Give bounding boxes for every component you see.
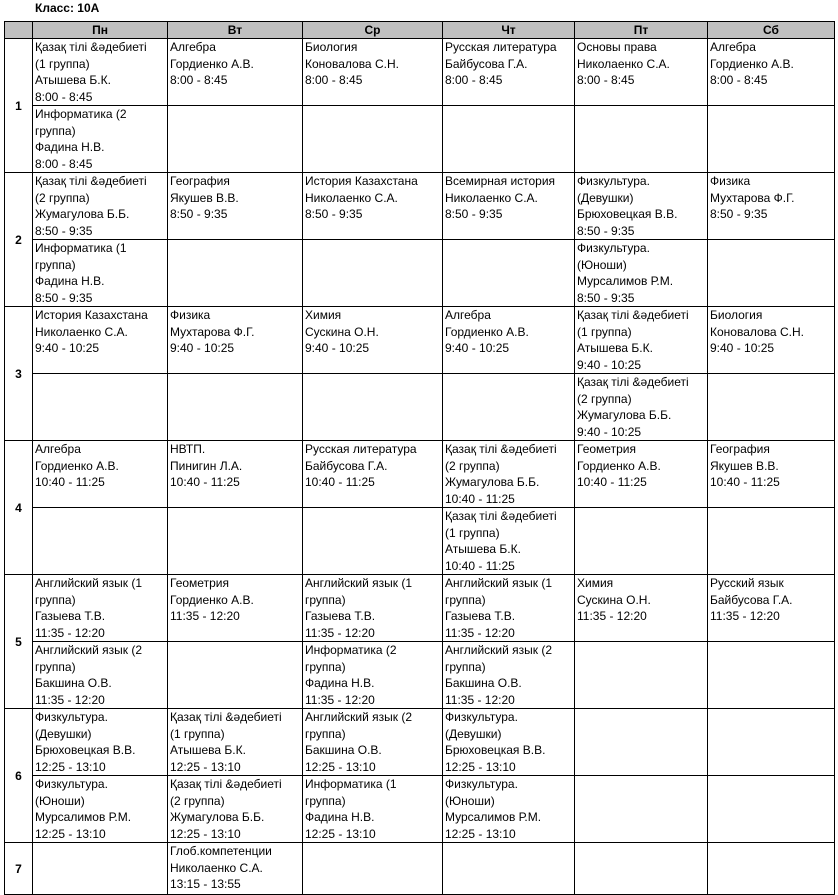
lesson-line: 13:15 - 13:55	[170, 877, 241, 891]
lesson-cell	[303, 575, 443, 642]
lesson-line: Гордиенко А.В.	[577, 458, 661, 473]
lesson-line: Русский язык	[710, 576, 784, 590]
lesson-cell	[168, 575, 303, 642]
lesson-cell	[708, 173, 835, 240]
lesson-line: (1 группа)	[170, 726, 225, 741]
lesson-line: Жумагулова Б.Б.	[35, 207, 130, 221]
lesson-line: Физкультура.	[445, 710, 518, 724]
lesson-cell	[575, 173, 708, 240]
empty-cell	[708, 106, 835, 173]
lesson-line: Английский язык (1	[305, 576, 413, 590]
lesson-line: НВТП.	[170, 442, 206, 456]
lesson-line: (2 группа)	[577, 391, 632, 406]
empty-cell	[708, 843, 835, 895]
lesson-line: 10:40 - 11:25	[445, 558, 515, 573]
lesson-cell	[33, 307, 168, 374]
empty-cell	[708, 642, 835, 709]
lesson-line: Николаенко С.А.	[35, 324, 128, 339]
empty-cell	[303, 106, 443, 173]
lesson-line: Информатика (1	[35, 241, 127, 255]
empty-cell	[575, 106, 708, 173]
empty-cell	[168, 508, 303, 575]
lesson-line: Коновалова С.Н.	[305, 56, 399, 71]
header-row	[5, 22, 835, 39]
period-number: 2	[5, 173, 33, 307]
lesson-line: группа)	[35, 123, 76, 138]
lesson-line: Алгебра	[710, 40, 756, 54]
lesson-cell	[708, 575, 835, 642]
lesson-line: 8:00 - 8:45	[170, 73, 228, 87]
lesson-line: (1 группа)	[577, 324, 632, 339]
lesson-line: Фадина Н.В.	[35, 140, 105, 154]
lesson-line: Жумагулова Б.Б.	[445, 475, 540, 489]
empty-cell	[33, 508, 168, 575]
lesson-line: Мурсалимов Р.М.	[35, 810, 132, 824]
lesson-cell	[168, 441, 303, 508]
lesson-line: Атышева Б.К.	[445, 542, 521, 556]
day-header-tue: Вт	[168, 22, 303, 39]
lesson-line: Информатика (2	[35, 107, 127, 121]
lesson-line: группа)	[35, 257, 76, 272]
lesson-line: Брюховецкая В.В.	[577, 207, 678, 221]
lesson-line: 9:40 - 10:25	[35, 341, 100, 355]
empty-cell	[575, 776, 708, 843]
lesson-line: Геометрия	[170, 576, 229, 590]
lesson-line: Жумагулова Б.Б.	[577, 408, 672, 422]
empty-cell	[303, 240, 443, 307]
lesson-line: 11:35 - 12:20	[305, 692, 375, 707]
lesson-line: Физкультура.	[445, 777, 518, 791]
lesson-cell	[168, 709, 303, 776]
lesson-line: 8:50 - 9:35	[577, 290, 635, 305]
lesson-cell	[303, 776, 443, 843]
lesson-line: Химия	[305, 308, 342, 322]
lesson-line: Жумагулова Б.Б.	[170, 810, 265, 824]
lesson-line: Английский язык (2	[445, 643, 553, 657]
lesson-line: Коновалова С.Н.	[710, 324, 804, 339]
lesson-line: 10:40 - 11:25	[710, 475, 780, 489]
empty-cell	[168, 106, 303, 173]
lesson-cell	[708, 307, 835, 374]
lesson-line: 11:35 - 12:20	[445, 625, 515, 640]
lesson-line: Фадина Н.В.	[35, 274, 105, 288]
lesson-line: Пинигин Л.А.	[170, 458, 243, 473]
lesson-line: Фадина Н.В.	[305, 676, 375, 690]
lesson-line: (Девушки)	[577, 190, 634, 205]
lesson-line: Мухтарова Ф.Г.	[170, 324, 255, 339]
lesson-line: (2 группа)	[35, 190, 90, 205]
lesson-line: Қазақ тілі &әдебиеті	[445, 509, 557, 523]
lesson-cell	[575, 374, 708, 441]
lesson-row	[5, 642, 835, 709]
lesson-line: Сускина О.Н.	[577, 592, 651, 607]
corner-header	[5, 22, 33, 39]
lesson-line: Газыева Т.В.	[445, 609, 516, 623]
lesson-line: 10:40 - 11:25	[170, 475, 240, 489]
lesson-line: 8:50 - 9:35	[445, 207, 503, 221]
lesson-line: Гордиенко А.В.	[170, 56, 254, 71]
period-number: 3	[5, 307, 33, 441]
lesson-line: Английский язык (1	[35, 576, 143, 590]
lesson-line: 11:35 - 12:20	[35, 692, 105, 707]
lesson-cell	[33, 642, 168, 709]
lesson-cell	[168, 39, 303, 106]
schedule-table	[4, 21, 835, 895]
lesson-cell	[303, 441, 443, 508]
lesson-line: Физкультура.	[35, 777, 108, 791]
lesson-line: 9:40 - 10:25	[445, 341, 510, 355]
lesson-line: группа)	[305, 659, 346, 674]
lesson-row	[5, 374, 835, 441]
empty-cell	[33, 374, 168, 441]
lesson-line: Алгебра	[445, 308, 491, 322]
lesson-line: (Юноши)	[445, 793, 495, 808]
lesson-line: Глоб.компетенции	[170, 844, 272, 858]
lesson-line: группа)	[445, 659, 486, 674]
empty-cell	[575, 642, 708, 709]
lesson-cell	[168, 843, 303, 895]
day-header-wed: Ср	[303, 22, 443, 39]
lesson-cell	[443, 642, 575, 709]
lesson-line: 11:35 - 12:20	[305, 625, 375, 640]
lesson-line: (Девушки)	[445, 726, 502, 741]
lesson-cell	[33, 575, 168, 642]
lesson-line: Якушев В.В.	[710, 458, 779, 473]
lesson-line: Геометрия	[577, 442, 636, 456]
lesson-line: 9:40 - 10:25	[577, 357, 642, 372]
lesson-cell	[443, 575, 575, 642]
lesson-line: группа)	[305, 793, 346, 808]
lesson-line: 11:35 - 12:20	[170, 609, 240, 623]
lesson-line: Газыева Т.В.	[35, 609, 106, 623]
empty-cell	[575, 508, 708, 575]
lesson-line: Информатика (2	[305, 643, 397, 657]
lesson-line: (Девушки)	[35, 726, 92, 741]
lesson-line: Биология	[710, 308, 763, 322]
lesson-cell	[443, 39, 575, 106]
empty-cell	[443, 240, 575, 307]
lesson-line: Николаенко С.А.	[445, 190, 538, 205]
lesson-line: 9:40 - 10:25	[170, 341, 235, 355]
empty-cell	[303, 508, 443, 575]
lesson-line: 11:35 - 12:20	[35, 625, 105, 640]
lesson-line: Атышева Б.К.	[35, 73, 111, 87]
lesson-line: История Казахстана	[35, 308, 148, 322]
lesson-row	[5, 240, 835, 307]
lesson-cell	[443, 173, 575, 240]
lesson-line: 12:25 - 13:10	[170, 826, 241, 841]
lesson-line: Английский язык (1	[445, 576, 553, 590]
lesson-line: Алгебра	[170, 40, 216, 54]
lesson-line: Русская литература	[445, 40, 557, 54]
lesson-row	[5, 441, 835, 508]
lesson-line: Атышева Б.К.	[577, 341, 653, 355]
lesson-line: Брюховецкая В.В.	[445, 743, 546, 757]
lesson-line: 8:00 - 8:45	[305, 73, 363, 87]
lesson-line: 12:25 - 13:10	[35, 826, 106, 841]
empty-cell	[443, 374, 575, 441]
lesson-line: История Казахстана	[305, 174, 418, 188]
lesson-line: 9:40 - 10:25	[305, 341, 370, 355]
lesson-row	[5, 106, 835, 173]
lesson-line: Алгебра	[35, 442, 81, 456]
lesson-line: Физкультура.	[577, 241, 650, 255]
lesson-line: 10:40 - 11:25	[35, 475, 105, 489]
lesson-line: (Юноши)	[577, 257, 627, 272]
lesson-line: 9:40 - 10:25	[710, 341, 775, 355]
period-number: 5	[5, 575, 33, 709]
lesson-line: Қазақ тілі &әдебиеті	[35, 174, 147, 188]
lesson-cell	[168, 307, 303, 374]
empty-cell	[33, 843, 168, 895]
lesson-line: Гордиенко А.В.	[710, 56, 794, 71]
lesson-line: Қазақ тілі &әдебиеті	[577, 375, 689, 389]
lesson-cell	[33, 173, 168, 240]
lesson-line: 10:40 - 11:25	[577, 475, 647, 489]
lesson-line: Брюховецкая В.В.	[35, 743, 136, 757]
lesson-cell	[33, 106, 168, 173]
lesson-cell	[443, 776, 575, 843]
day-header-fri: Пт	[575, 22, 708, 39]
day-header-sat: Сб	[708, 22, 835, 39]
lesson-cell	[575, 39, 708, 106]
schedule-body	[5, 39, 835, 895]
lesson-cell	[575, 307, 708, 374]
empty-cell	[708, 776, 835, 843]
lesson-line: группа)	[35, 592, 76, 607]
lesson-line: 8:50 - 9:35	[35, 223, 93, 238]
lesson-line: Қазақ тілі &әдебиеті	[445, 442, 557, 456]
lesson-cell	[443, 441, 575, 508]
lesson-line: Физика	[710, 174, 751, 188]
lesson-cell	[575, 441, 708, 508]
lesson-line: 11:35 - 12:20	[577, 609, 647, 623]
period-number: 1	[5, 39, 33, 173]
lesson-line: Байбусова Г.А.	[710, 592, 793, 607]
lesson-cell	[33, 441, 168, 508]
lesson-cell	[33, 709, 168, 776]
empty-cell	[443, 106, 575, 173]
empty-cell	[575, 843, 708, 895]
lesson-line: Мухтарова Ф.Г.	[710, 190, 795, 205]
lesson-line: 11:35 - 12:20	[445, 692, 515, 707]
lesson-line: Сускина О.Н.	[305, 324, 379, 339]
empty-cell	[168, 240, 303, 307]
lesson-cell	[303, 39, 443, 106]
lesson-line: Николаенко С.А.	[305, 190, 398, 205]
lesson-line: Қазақ тілі &әдебиеті	[577, 308, 689, 322]
lesson-line: Биология	[305, 40, 358, 54]
lesson-line: 11:35 - 12:20	[710, 609, 780, 623]
lesson-cell	[33, 39, 168, 106]
lesson-line: 8:00 - 8:45	[577, 73, 635, 87]
lesson-row	[5, 709, 835, 776]
lesson-cell	[33, 776, 168, 843]
day-header-thu: Чт	[443, 22, 575, 39]
lesson-line: 8:50 - 9:35	[170, 207, 228, 221]
lesson-line: группа)	[445, 592, 486, 607]
day-header-mon: Пн	[33, 22, 168, 39]
lesson-line: Физкультура.	[35, 710, 108, 724]
lesson-line: Газыева Т.В.	[305, 609, 376, 623]
lesson-line: 8:50 - 9:35	[35, 290, 93, 305]
lesson-row	[5, 776, 835, 843]
lesson-line: 9:40 - 10:25	[577, 424, 642, 439]
lesson-line: 12:25 - 13:10	[445, 759, 516, 774]
lesson-cell	[708, 39, 835, 106]
lesson-line: 8:00 - 8:45	[710, 73, 768, 87]
period-number: 6	[5, 709, 33, 843]
lesson-line: Николаенко С.А.	[577, 56, 670, 71]
lesson-line: Английский язык (2	[35, 643, 143, 657]
empty-cell	[708, 240, 835, 307]
empty-cell	[168, 642, 303, 709]
lesson-line: Английский язык (2	[305, 710, 413, 724]
lesson-cell	[443, 709, 575, 776]
lesson-line: 12:25 - 13:10	[305, 826, 376, 841]
empty-cell	[708, 508, 835, 575]
lesson-cell	[303, 173, 443, 240]
empty-cell	[168, 374, 303, 441]
lesson-line: 8:00 - 8:45	[35, 89, 93, 104]
lesson-cell	[168, 173, 303, 240]
lesson-line: (2 группа)	[170, 793, 225, 808]
lesson-line: (2 группа)	[445, 458, 500, 473]
lesson-line: Бакшина О.В.	[445, 676, 522, 690]
lesson-line: Фадина Н.В.	[305, 810, 375, 824]
period-number: 4	[5, 441, 33, 575]
lesson-line: группа)	[305, 726, 346, 741]
lesson-line: 8:50 - 9:35	[710, 207, 768, 221]
lesson-line: Якушев В.В.	[170, 190, 239, 205]
lesson-line: Қазақ тілі &әдебиеті	[170, 777, 282, 791]
lesson-line: 10:40 - 11:25	[305, 475, 375, 489]
lesson-cell	[33, 240, 168, 307]
lesson-line: Байбусова Г.А.	[305, 458, 388, 473]
lesson-row	[5, 575, 835, 642]
lesson-line: Гордиенко А.В.	[35, 458, 119, 473]
empty-cell	[708, 709, 835, 776]
lesson-cell	[443, 307, 575, 374]
empty-cell	[575, 709, 708, 776]
lesson-line: География	[710, 442, 770, 456]
lesson-line: (1 группа)	[35, 56, 90, 71]
lesson-line: 8:00 - 8:45	[35, 156, 93, 171]
lesson-cell	[303, 709, 443, 776]
lesson-row	[5, 508, 835, 575]
lesson-line: Мурсалимов Р.М.	[445, 810, 542, 824]
lesson-cell	[575, 575, 708, 642]
lesson-line: 12:25 - 13:10	[35, 759, 106, 774]
empty-cell	[303, 374, 443, 441]
lesson-line: Физика	[170, 308, 211, 322]
lesson-line: Информатика (1	[305, 777, 397, 791]
lesson-line: 10:40 - 11:25	[445, 491, 515, 506]
empty-cell	[443, 843, 575, 895]
lesson-cell	[575, 240, 708, 307]
lesson-line: 12:25 - 13:10	[170, 759, 241, 774]
lesson-line: География	[170, 174, 230, 188]
lesson-line: 8:00 - 8:45	[445, 73, 503, 87]
lesson-line: Русская литература	[305, 442, 417, 456]
period-number: 7	[5, 843, 33, 895]
lesson-line: 8:50 - 9:35	[577, 223, 635, 238]
lesson-line: Гордиенко А.В.	[170, 592, 254, 607]
lesson-cell	[708, 441, 835, 508]
lesson-line: Бакшина О.В.	[35, 676, 112, 690]
lesson-line: (1 группа)	[445, 525, 500, 540]
lesson-cell	[443, 508, 575, 575]
lesson-cell	[168, 776, 303, 843]
lesson-line: Атышева Б.К.	[170, 743, 246, 757]
lesson-line: Қазақ тілі &әдебиеті	[35, 40, 147, 54]
empty-cell	[708, 374, 835, 441]
lesson-line: группа)	[305, 592, 346, 607]
lesson-cell	[303, 642, 443, 709]
lesson-line: Основы права	[577, 40, 657, 54]
lesson-line: 12:25 - 13:10	[305, 759, 376, 774]
lesson-line: Мурсалимов Р.М.	[577, 274, 674, 288]
lesson-row	[5, 39, 835, 106]
lesson-row	[5, 173, 835, 240]
lesson-line: Гордиенко А.В.	[445, 324, 529, 339]
lesson-line: Всемирная история	[445, 174, 556, 188]
lesson-line: Бакшина О.В.	[305, 743, 382, 757]
lesson-line: Қазақ тілі &әдебиеті	[170, 710, 282, 724]
lesson-cell	[303, 307, 443, 374]
lesson-line: Байбусова Г.А.	[445, 56, 528, 71]
class-title: Класс: 10А	[35, 1, 100, 15]
lesson-line: Физкультура.	[577, 174, 650, 188]
lesson-line: 12:25 - 13:10	[445, 826, 516, 841]
lesson-row	[5, 307, 835, 374]
lesson-line: 8:50 - 9:35	[305, 207, 363, 221]
lesson-row	[5, 843, 835, 895]
lesson-line: Химия	[577, 576, 614, 590]
empty-cell	[303, 843, 443, 895]
lesson-line: (Юноши)	[35, 793, 85, 808]
lesson-line: Николаенко С.А.	[170, 860, 263, 875]
lesson-line: группа)	[35, 659, 76, 674]
